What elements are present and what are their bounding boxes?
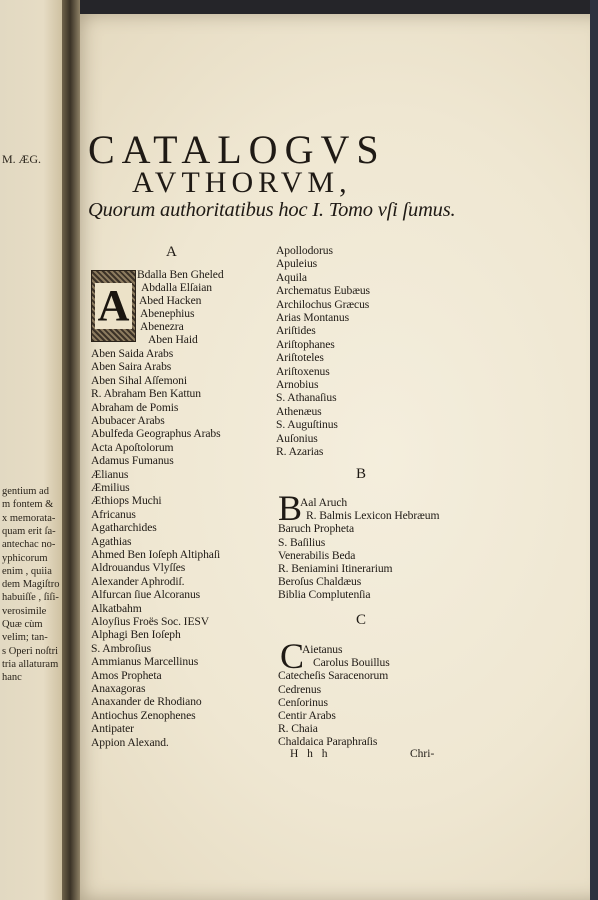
left-page-line: enim , quiia bbox=[2, 565, 52, 577]
author-entry: Acta Apoſtolorum bbox=[91, 440, 174, 454]
author-entry: Biblia Complutenſia bbox=[278, 588, 371, 602]
initial-letter-c: C bbox=[280, 636, 305, 676]
author-entry: Aal Aruch bbox=[300, 496, 348, 509]
author-entry: Ariſtoteles bbox=[276, 351, 324, 365]
author-entry: Æmilius bbox=[91, 481, 130, 494]
author-entry: Arias Montanus bbox=[276, 311, 349, 324]
author-entry: Æthiops Muchi bbox=[91, 494, 162, 508]
book-gutter bbox=[62, 0, 80, 900]
initial-letter-b: B bbox=[278, 488, 303, 528]
left-page-line: tria allaturam bbox=[2, 658, 59, 670]
author-entry: Ælianus bbox=[91, 467, 129, 481]
author-entry: Ammianus Marcellinus bbox=[91, 655, 199, 669]
left-page-line: velim; tan- bbox=[2, 632, 48, 644]
author-entry: Auſonius bbox=[276, 431, 318, 445]
author-entry: Alphagi Ben Ioſeph bbox=[91, 628, 181, 642]
right-edge bbox=[590, 0, 598, 900]
author-entry: Abenezra bbox=[140, 320, 184, 333]
author-entry: R. Balmis Lexicon Hebræum bbox=[306, 509, 440, 523]
section-heading-b: B bbox=[356, 466, 367, 482]
author-entry: Ariſtoxenus bbox=[276, 364, 330, 378]
author-entry: Aloyſius Froës Soc. IESV bbox=[91, 615, 210, 628]
author-entry: Adamus Fumanus bbox=[91, 454, 174, 468]
author-entry: S. Auguſtinus bbox=[276, 418, 338, 432]
author-entry: Arnobius bbox=[276, 378, 319, 391]
left-page-line: hanc bbox=[2, 672, 22, 684]
author-entry: S. Ambroſius bbox=[91, 641, 152, 655]
catchword: Chri- bbox=[410, 748, 435, 760]
author-entry: Antipater bbox=[91, 722, 134, 736]
author-entry: Aquila bbox=[276, 270, 307, 284]
author-entry: Cenſorinus bbox=[278, 695, 328, 709]
author-entry: Alexander Aphrodiſ. bbox=[91, 574, 185, 588]
author-entry: Aben Haid bbox=[148, 333, 198, 346]
author-entry: Beroſus Chaldæus bbox=[278, 575, 362, 589]
left-page-line: m fontem & bbox=[2, 499, 54, 511]
author-entry: Centir Arabs bbox=[278, 709, 336, 722]
signature-mark: H h h bbox=[290, 748, 331, 760]
author-entry: Aietanus bbox=[302, 643, 343, 656]
author-entry: Amos Propheta bbox=[91, 668, 162, 682]
author-entry: Anaxagoras bbox=[91, 682, 146, 695]
catalog-subtitle: AVTHORVM, bbox=[132, 166, 352, 199]
author-entry: Archematus Eubæus bbox=[276, 284, 370, 298]
catalog-description: Quorum authoritatibus hoc I. Tomo vſi ſumus. bbox=[88, 199, 456, 221]
author-entry: Aldrouandus Vlyſſes bbox=[91, 561, 186, 575]
left-page-line: gentium ad bbox=[2, 486, 49, 497]
ornamental-initial-a bbox=[91, 270, 136, 342]
left-page-line: dem Magiſtro bbox=[2, 579, 60, 591]
left-page-line: habuiſſe , ſiſi- bbox=[2, 592, 59, 604]
author-entry: R. Abraham Ben Kattun bbox=[91, 387, 201, 401]
author-entry: Anaxander de Rhodiano bbox=[91, 695, 202, 709]
author-entry: Antiochus Zenophenes bbox=[91, 708, 196, 722]
author-entry: R. Azarias bbox=[276, 445, 324, 458]
author-entry: Ariſtides bbox=[276, 324, 316, 338]
author-entry: Apuleius bbox=[276, 257, 318, 271]
author-entry: Aben Saida Arabs bbox=[91, 347, 174, 360]
section-heading-c: C bbox=[356, 612, 367, 628]
left-page-line: quam erit ſa- bbox=[2, 525, 56, 537]
author-entry: Baruch Propheta bbox=[278, 522, 355, 536]
author-entry: S. Baſilius bbox=[278, 535, 326, 549]
author-entry: Abenephius bbox=[140, 307, 195, 320]
left-page-line: yphicorum bbox=[2, 552, 48, 564]
author-entry: Africanus bbox=[91, 507, 136, 521]
author-entry: Bdalla Ben Gheled bbox=[137, 268, 224, 281]
author-entry: Ariſtophanes bbox=[276, 337, 335, 351]
author-entry: R. Beniamini Itinerarium bbox=[278, 562, 393, 575]
author-entry: Apollodorus bbox=[276, 244, 333, 257]
author-entry: Alfurcan ſiue Alcoranus bbox=[91, 588, 201, 602]
left-page-line: verosimile bbox=[2, 605, 47, 617]
author-entry: Chaldaica Paraphraſis bbox=[278, 735, 378, 749]
author-entry: Cedrenus bbox=[278, 682, 321, 696]
left-page-line: x memorata- bbox=[2, 512, 56, 524]
initial-letter: A bbox=[95, 283, 133, 329]
catalog-title: CATALOGVS bbox=[88, 127, 386, 172]
author-entry: R. Chaia bbox=[278, 722, 318, 736]
author-entry: Venerabilis Beda bbox=[278, 548, 356, 562]
author-entry: Abubacer Arabs bbox=[91, 414, 165, 427]
author-entry: S. Athanaſius bbox=[276, 391, 337, 405]
author-entry: Appion Alexand. bbox=[91, 735, 169, 749]
left-page-line: s Operi noſtri bbox=[2, 645, 58, 657]
left-page-line: Quæ cùm bbox=[2, 619, 43, 630]
author-entry: Catecheſis Saracenorum bbox=[278, 669, 389, 683]
author-entry: Agathias bbox=[91, 534, 132, 548]
author-entry: Aben Sihal Aſſemoni bbox=[91, 373, 187, 387]
author-entry: Abdalla Elſaian bbox=[141, 281, 212, 294]
author-entry: Aben Saira Arabs bbox=[91, 360, 172, 374]
author-entry: Abulfeda Geographus Arabs bbox=[91, 427, 221, 441]
section-heading-a: A bbox=[166, 244, 177, 260]
author-entry: Alkatbahm bbox=[91, 601, 142, 615]
author-entry: Archilochus Græcus bbox=[276, 297, 370, 311]
left-page-header: M. ÆG. bbox=[2, 152, 42, 166]
author-entry: Abed Hacken bbox=[139, 294, 202, 307]
author-entry: Agatharchides bbox=[91, 521, 157, 535]
author-entry: Athenæus bbox=[276, 404, 322, 418]
author-entry: Carolus Bouillus bbox=[313, 656, 390, 670]
author-entry: Ahmed Ben Ioſeph Altiphaſi bbox=[91, 548, 221, 561]
left-page-line: antechac no- bbox=[2, 539, 56, 551]
author-entry: Abraham de Pomis bbox=[91, 400, 179, 414]
